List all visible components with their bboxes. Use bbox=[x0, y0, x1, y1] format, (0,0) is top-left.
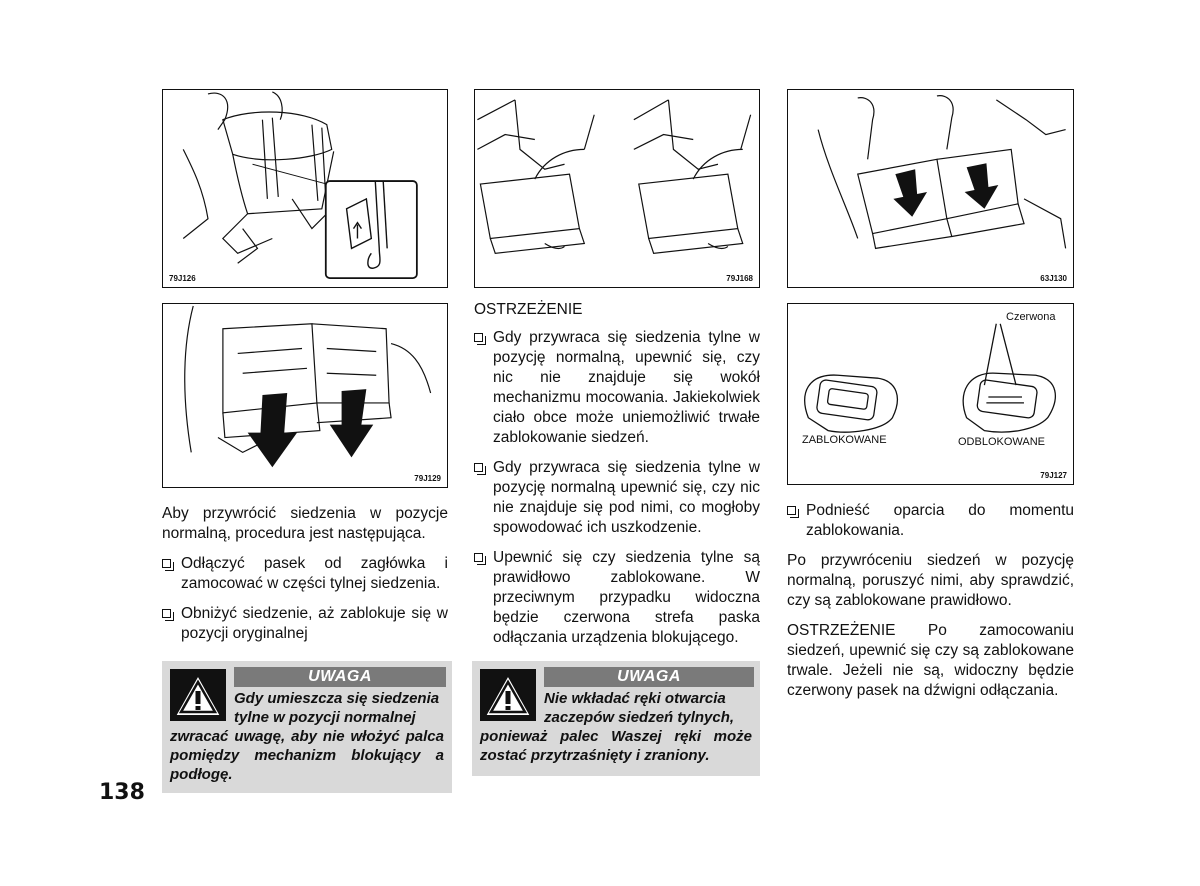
checkbox-bullet-icon bbox=[787, 506, 796, 515]
figure-code: 79J168 bbox=[726, 274, 753, 283]
label-unlocked: ODBLOKOWANE bbox=[958, 436, 1045, 448]
seat-strap-illustration bbox=[163, 90, 447, 287]
figure-seat-strap bbox=[162, 89, 448, 288]
checkbox-bullet-icon bbox=[474, 463, 483, 472]
figure-folded-seats bbox=[474, 89, 760, 288]
list-item bbox=[162, 604, 448, 644]
warning-text: Nie wkładać ręki otwarcia zaczepów siedzeń tylnych, ponieważ palec Waszej ręki może zostać przytrzaśnięty i zraniony. bbox=[480, 690, 752, 764]
figure-code: 79J129 bbox=[414, 474, 441, 483]
checkbox-bullet-icon bbox=[162, 609, 171, 618]
warning-text: Gdy umieszcza się siedzenia tylne w pozycji normalnej zwracać uwagę, aby nie włożyć palca pomiędzy mechanizm blokujący a podłogę. bbox=[170, 690, 444, 783]
figure-code: 79J127 bbox=[1040, 471, 1067, 480]
figure-seats-back bbox=[162, 303, 448, 488]
paragraph: Po przywróceniu siedzeń w pozycję normalną, poruszyć nimi, aby sprawdzić, czy są zablokowane prawidłowo. bbox=[787, 552, 1074, 609]
warning-title: UWAGA bbox=[544, 667, 754, 687]
bullet-text: Gdy przywraca się siedzenia tylne w pozycję normalną upewnić się, czy nic nie znajduje się pod nimi, co mogłoby spowodować ich uszkodzenie. bbox=[493, 459, 760, 536]
bullet-text: Upewnić się czy siedzenia tylne są prawidłowo zablokowane. W przeciwnym przypadku widoczna będzie czerwona strefa paska odłączania urządzenia blokującego. bbox=[493, 549, 760, 646]
intro-paragraph: Aby przywrócić siedzenia w pozycje normalną, procedura jest następująca. bbox=[162, 505, 448, 542]
bullet-text: Podnieść oparcia do momentu zablokowania. bbox=[806, 502, 1074, 539]
figure-code: 63J130 bbox=[1040, 274, 1067, 283]
warning-box bbox=[472, 661, 760, 776]
label-red: Czerwona bbox=[1006, 311, 1056, 323]
list-item bbox=[787, 501, 1074, 541]
figure-code: 79J126 bbox=[169, 274, 196, 283]
bullet-text: Gdy przywraca się siedzenia tylne w pozycję normalną, upewnić się, czy nic nie znajduje się wokół mechanizmu mocowania. Jakiekolwiek ciało obce może uniemożliwić trwałe zablokowanie siedzeń. bbox=[493, 329, 760, 446]
checkbox-bullet-icon bbox=[474, 553, 483, 562]
seats-back-illustration bbox=[163, 304, 447, 487]
paragraph: OSTRZEŻENIE Po zamocowaniu siedzeń, upewnić się czy są zablokowane trwale. Jeżeli nie są, widoczny będzie czerwony pasek na dźwigni odłączania. bbox=[787, 622, 1074, 699]
list-item bbox=[474, 328, 760, 448]
list-item bbox=[162, 554, 448, 594]
warning-box bbox=[162, 661, 452, 793]
left-column bbox=[162, 504, 448, 654]
right-column bbox=[787, 501, 1074, 711]
bullet-text: Odłączyć pasek od zagłówka i zamocować w części tylnej siedzenia. bbox=[181, 555, 448, 592]
folded-seats-illustration bbox=[475, 90, 759, 287]
middle-column bbox=[474, 300, 760, 658]
page-number: 138 bbox=[99, 780, 145, 805]
list-item bbox=[474, 458, 760, 538]
figure-lock-indicator bbox=[787, 303, 1074, 485]
label-locked: ZABLOKOWANE bbox=[802, 434, 887, 446]
bullet-text: Obniżyć siedzenie, aż zablokuje się w pozycji oryginalnej bbox=[181, 605, 448, 642]
warning-heading: OSTRZEŻENIE bbox=[474, 301, 583, 318]
checkbox-bullet-icon bbox=[162, 559, 171, 568]
seat-arrows-illustration bbox=[788, 90, 1073, 287]
lock-indicator-illustration bbox=[788, 304, 1073, 484]
list-item bbox=[474, 548, 760, 648]
figure-seat-arrows bbox=[787, 89, 1074, 288]
warning-title: UWAGA bbox=[234, 667, 446, 687]
checkbox-bullet-icon bbox=[474, 333, 483, 342]
